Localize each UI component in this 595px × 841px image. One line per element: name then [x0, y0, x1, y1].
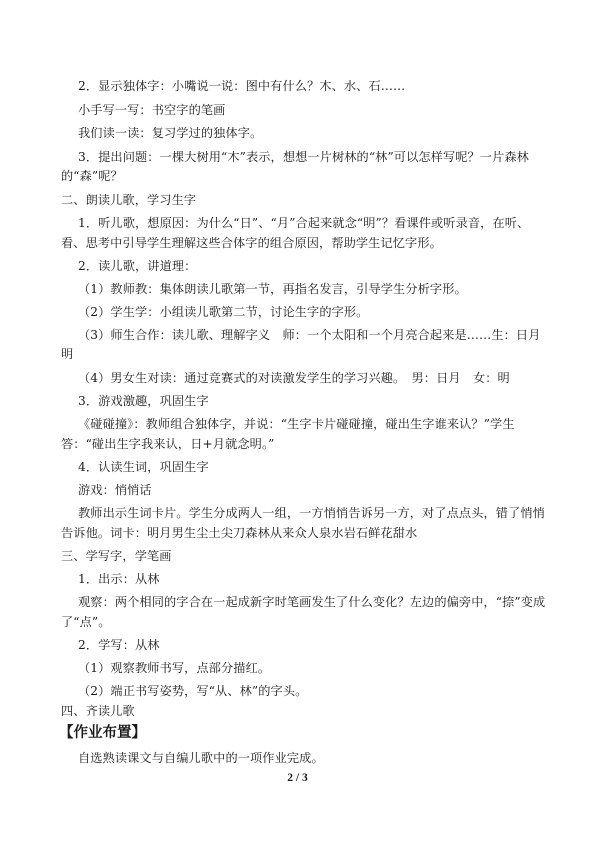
body-line: （1）观察教师书写，点部分描红。 — [78, 661, 271, 675]
body-line: 答：“碰出生字我来认，日+月就念明。” — [61, 437, 275, 451]
body-line: 3．游戏激趣，巩固生字 — [78, 394, 209, 408]
body-line: 2．显示独体字：小嘴说一说：图中有什么？木、水、石…… — [78, 79, 406, 93]
body-line: 看、思考中引导学生理解这些合体字的组合原因，帮助学生记忆字形。 — [61, 236, 442, 250]
section-heading: 二、朗读儿歌，学习生字 — [61, 193, 197, 207]
body-line: 的“森”呢？ — [61, 169, 123, 183]
homework-text: 自选熟读课文与自编儿歌中的一项作业完成。 — [78, 751, 324, 765]
body-line: 了“点”。 — [61, 615, 111, 629]
body-line: 2．读儿歌，讲道理： — [78, 259, 197, 273]
body-line: 教师出示生词卡片。学生分成两人一组，一方悄悄告诉另一方，对了点点头，错了悄悄 — [78, 506, 545, 520]
section-heading: 四、齐读儿歌 — [61, 704, 135, 718]
body-line: 告诉他。词卡：明月男生尘土尖刀森林从来众人泉水岩石鲜花甜水 — [61, 526, 418, 540]
body-line: 小手写一写：书空字的笔画 — [78, 103, 226, 117]
page-number: 2 / 3 — [287, 772, 308, 784]
body-line: 1．出示：从林 — [78, 572, 160, 586]
body-line: 2．学写：从林 — [78, 638, 160, 652]
section-heading: 三、学写字，学笔画 — [61, 549, 172, 563]
body-line: （2）端正书写姿势，写“从、林”的字头。 — [78, 684, 308, 698]
body-line: 《碰碰撞》：教师组合独体字，并说：“生字卡片碰碰撞，碰出生字谁来认？”学生 — [78, 417, 515, 431]
body-line: 1．听儿歌，想原因：为什么“日”、“月”合起来就念“明”？看课件或听录音，在听、 — [78, 216, 530, 230]
body-line: 游戏：悄悄话 — [78, 483, 152, 497]
homework-heading: 【作业布置】 — [59, 725, 146, 741]
body-line: （1）教师教：集体朗读儿歌第一节，再指名发言，引导学生分析字形。 — [78, 282, 467, 296]
body-line: （3）师生合作：读儿歌、理解字义 师：一个太阳和一个月亮合起来是……生：日月 — [78, 328, 541, 342]
body-line: （4）男女生对读：通过竞赛式的对读激发学生的学习兴趣。 男：日月 女：明 — [78, 371, 510, 385]
body-line: 3．提出问题：一棵大树用“木”表示，想想一片树林的“林”可以怎样写呢？一片森林 — [78, 150, 529, 164]
body-line: （2）学生学：小组读儿歌第二节，讨论生字的字形。 — [78, 305, 369, 319]
body-line: 我们读一读：复习学过的独体字。 — [78, 126, 263, 140]
body-line: 4．认读生词，巩固生字 — [78, 460, 209, 474]
body-line: 明 — [61, 347, 74, 361]
body-line: 观察：两个相同的字合在一起成新字时笔画发生了什么变化？左边的偏旁中，“捺”变成 — [78, 595, 546, 609]
